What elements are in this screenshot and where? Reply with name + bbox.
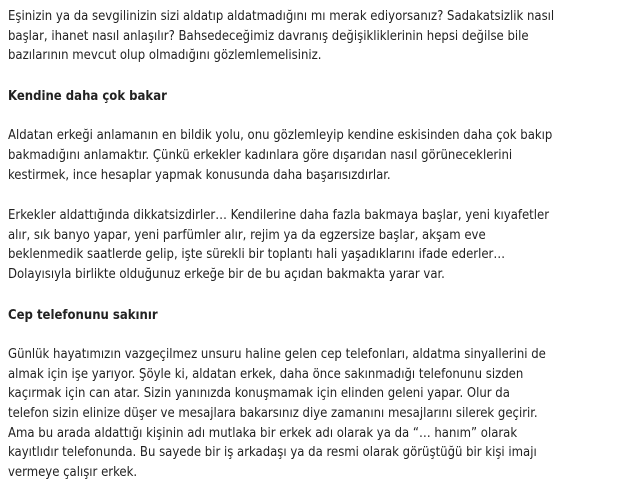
intro-paragraph [8, 7, 630, 66]
text-line: almak için işe yarıyor. Şöyle ki, aldatan erkek, daha önce sakınmadığı telefonunu sizden [8, 366, 524, 382]
text-line: Ama bu arada aldattığı kişinin adı mutlaka bir erkek adı olarak ya da “… hanım” olarak [8, 425, 518, 441]
text-line: vermeye çalışır erkek. [8, 464, 138, 480]
text-line: Aldatan erkeği anlamanın en bildik yolu, onu gözlemleyip kendine eskisinden daha çok bakıp [8, 128, 553, 144]
text-line: alır, sık banyo yapar, yeni parfümler alır, rejim ya da egzersize başlar, akşam eve [8, 227, 486, 243]
paragraph [8, 126, 630, 185]
text-line: Dolayısıyla birlikte olduğunuz erkeğe bir de bu açıdan bakmakta yarar var. [8, 266, 445, 282]
text-line: başlar, ihanet nasıl anlaşılır? Bahsedeceğimiz davranış değişikliklerinin hepsi değilse bile [8, 28, 529, 44]
text-line: bakmadığını anlamaktır. Çünkü erkekler kadınlara göre dışarıdan nasıl görüneceklerini [8, 147, 513, 163]
text-line: Eşinizin ya da sevgilinizin sizi aldatıp aldatmadığını mı merak ediyorsanız? Sadakatsizlik nasıl [8, 9, 555, 24]
paragraph [8, 345, 630, 482]
text-line: kaçırmak için can atar. Sizin yanınızda konuşmamak için elinden geleni yapar. Olur da [8, 386, 510, 402]
text-line: Günlük hayatımızın vazgeçilmez unsuru haline gelen cep telefonları, aldatma sinyallerini de [8, 347, 546, 363]
section-heading: Kendine daha çok bakar [8, 88, 167, 104]
paragraph [8, 206, 630, 284]
text-line: beklenmedik saatlerde gelip, işte sürekli bir toplantı hali yaşadıklarını ifade ederler… [8, 247, 506, 263]
text-line: kestirmek, ince hesaplar yapmak konusunda daha başarısızdırlar. [8, 167, 391, 183]
text-line: bazılarının mevcut olup olmadığını gözlemlemelisiniz. [8, 48, 322, 64]
section-heading: Cep telefonunu sakınır [8, 307, 158, 323]
text-line: telefon sizin elinize düşer ve mesajlara bakarsınız diye zamanını mesajlarını silerek geçirir. [8, 405, 538, 421]
text-line: Erkekler aldattığında dikkatsizdirler… Kendilerine daha fazla bakmaya başlar, yeni kıyafetler [8, 208, 550, 224]
text-line: kayıtlıdır telefonunda. Bu sayede bir iş arkadaşı ya da resmi olarak görüştüğü bir kişi imajı [8, 445, 537, 461]
